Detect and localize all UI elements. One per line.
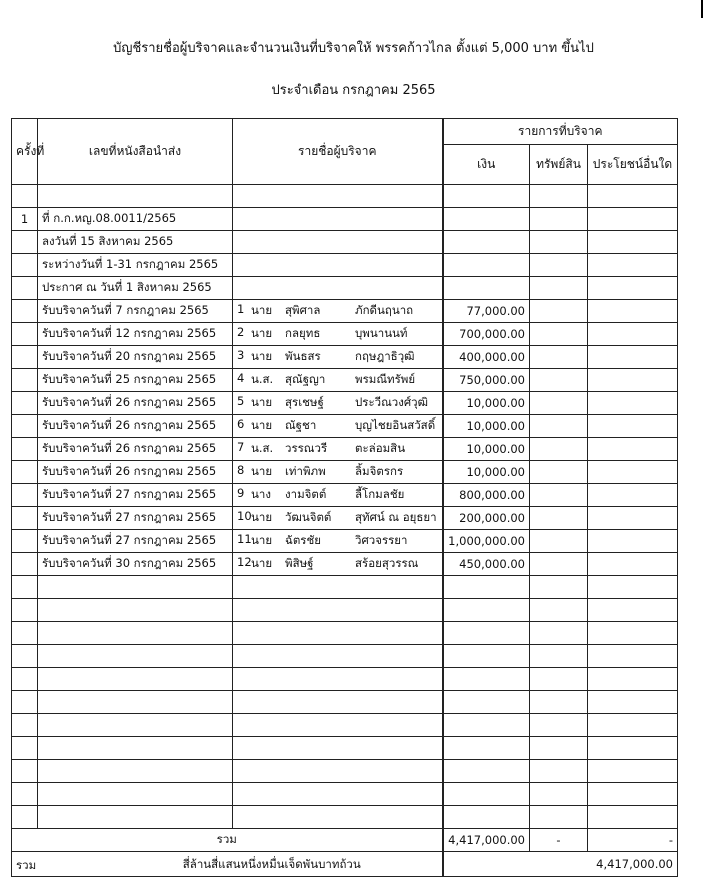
empty-cell	[233, 691, 443, 714]
received-date: รับบริจาควันที่ 27 กรกฎาคม 2565	[38, 530, 233, 553]
empty-cell	[530, 553, 588, 576]
seq-cell	[12, 438, 38, 461]
empty-cell	[38, 599, 233, 622]
donor-first-name: พิสิษฐ์	[285, 556, 314, 570]
received-date: รับบริจาควันที่ 12 กรกฎาคม 2565	[38, 323, 233, 346]
donor-title: นาย	[251, 533, 273, 547]
empty-cell	[588, 622, 678, 645]
blank-row	[12, 760, 678, 783]
donor-number: 11	[237, 532, 252, 546]
empty-cell	[233, 576, 443, 599]
info-row	[12, 231, 678, 254]
donor-first-name: ณัฐชา	[285, 418, 317, 432]
received-date: รับบริจาควันที่ 26 กรกฎาคม 2565	[38, 461, 233, 484]
empty-cell	[588, 668, 678, 691]
empty-cell	[443, 668, 530, 691]
empty-cell	[588, 691, 678, 714]
empty-cell	[588, 392, 678, 415]
empty-cell	[233, 737, 443, 760]
empty-cell	[530, 300, 588, 323]
empty-cell	[530, 484, 588, 507]
empty-cell	[38, 622, 233, 645]
empty-cell	[530, 323, 588, 346]
col-donation-group-header: รายการที่บริจาค	[443, 119, 678, 145]
empty-cell	[530, 645, 588, 668]
donor-title: นาย	[251, 556, 273, 570]
donation-amount: 10,000.00	[443, 415, 530, 438]
empty-cell	[233, 783, 443, 806]
donation-row	[12, 438, 678, 461]
empty-cell	[530, 691, 588, 714]
seq-cell	[12, 300, 38, 323]
seq-cell	[12, 507, 38, 530]
donation-row	[12, 415, 678, 438]
empty-cell	[38, 668, 233, 691]
donor-name	[237, 371, 438, 389]
empty-cell	[443, 622, 530, 645]
empty-cell	[588, 415, 678, 438]
empty-cell	[12, 691, 38, 714]
donation-amount: 77,000.00	[443, 300, 530, 323]
seq-cell	[12, 461, 38, 484]
empty-cell	[588, 484, 678, 507]
empty-cell	[588, 369, 678, 392]
empty-cell	[588, 599, 678, 622]
grand-total-words: สี่ล้านสี่แสนหนึ่งหมื่นเจ็ดพันบาทถ้วน	[182, 857, 361, 871]
total-assets: -	[530, 829, 588, 852]
donor-number: 1	[237, 302, 245, 316]
empty-cell	[530, 507, 588, 530]
donor-title: นาย	[251, 349, 273, 363]
info-line: ลงวันที่ 15 สิงหาคม 2565	[38, 231, 233, 254]
blank-row	[12, 645, 678, 668]
donor-name-cell	[233, 438, 443, 461]
donation-row	[12, 507, 678, 530]
scan-edge-mark	[701, 0, 703, 18]
donor-name	[237, 486, 438, 504]
seq-cell	[12, 254, 38, 277]
received-date: รับบริจาควันที่ 7 กรกฎาคม 2565	[38, 300, 233, 323]
info-line: ประกาศ ณ วันที่ 1 สิงหาคม 2565	[38, 277, 233, 300]
donation-amount: 200,000.00	[443, 507, 530, 530]
empty-cell	[443, 576, 530, 599]
col-assets-header: ทรัพย์สิน	[530, 145, 588, 185]
empty-cell	[233, 277, 443, 300]
donor-title: น.ส.	[251, 441, 274, 455]
donor-name	[237, 348, 438, 366]
empty-cell	[38, 806, 233, 829]
empty-cell	[12, 806, 38, 829]
donor-title: นาย	[251, 510, 273, 524]
donation-amount: 1,000,000.00	[443, 530, 530, 553]
seq-cell: 1	[12, 208, 38, 231]
donor-name	[237, 440, 438, 458]
col-donor-name-header: รายชื่อผู้บริจาค	[233, 119, 443, 185]
empty-cell	[530, 737, 588, 760]
donor-last-name: กฤษฎาธิวุฒิ	[355, 349, 415, 363]
empty-cell	[588, 576, 678, 599]
empty-cell	[12, 737, 38, 760]
empty-cell	[530, 392, 588, 415]
seq-cell	[12, 369, 38, 392]
empty-cell	[530, 369, 588, 392]
donor-name	[237, 509, 438, 527]
donation-amount: 450,000.00	[443, 553, 530, 576]
seq-cell	[12, 392, 38, 415]
empty-cell	[233, 806, 443, 829]
empty-cell	[443, 806, 530, 829]
donation-amount: 400,000.00	[443, 346, 530, 369]
donor-first-name: สุณัฐญา	[285, 372, 326, 386]
empty-cell	[38, 576, 233, 599]
received-date: รับบริจาควันที่ 30 กรกฎาคม 2565	[38, 553, 233, 576]
empty-cell	[12, 622, 38, 645]
donor-name-cell	[233, 507, 443, 530]
donor-name	[237, 555, 438, 573]
donor-last-name: ลี้โกมลชัย	[355, 487, 405, 501]
empty-cell	[530, 668, 588, 691]
seq-cell	[12, 231, 38, 254]
total-cash: 4,417,000.00	[443, 829, 530, 852]
empty-cell	[233, 668, 443, 691]
donation-row	[12, 392, 678, 415]
empty-cell	[38, 691, 233, 714]
donation-amount: 700,000.00	[443, 323, 530, 346]
grand-total-label: รวม	[16, 858, 37, 872]
received-date: รับบริจาควันที่ 25 กรกฎาคม 2565	[38, 369, 233, 392]
empty-cell	[588, 277, 678, 300]
info-line: ที่ ก.ก.หญ.08.0011/2565	[38, 208, 233, 231]
empty-cell	[38, 760, 233, 783]
empty-cell	[530, 415, 588, 438]
donor-number: 7	[237, 440, 245, 454]
seq-cell	[12, 484, 38, 507]
blank-row	[12, 783, 678, 806]
empty-cell	[588, 783, 678, 806]
blank-row	[12, 599, 678, 622]
donor-number: 6	[237, 417, 245, 431]
blank-row	[12, 668, 678, 691]
donation-row	[12, 300, 678, 323]
seq-cell	[12, 553, 38, 576]
empty-cell	[443, 760, 530, 783]
donation-row	[12, 553, 678, 576]
total-row	[12, 829, 678, 852]
donor-number: 9	[237, 486, 245, 500]
donor-title: นาง	[251, 487, 271, 501]
donation-row	[12, 369, 678, 392]
donor-number: 8	[237, 463, 245, 477]
donor-last-name: สร้อยสุวรรณ	[355, 556, 419, 570]
donation-amount: 10,000.00	[443, 461, 530, 484]
donor-first-name: สุพิศาล	[285, 303, 321, 317]
grand-total-label-cell	[12, 852, 443, 877]
empty-cell	[443, 599, 530, 622]
donor-number: 10	[237, 509, 252, 523]
empty-cell	[12, 760, 38, 783]
empty-cell	[38, 783, 233, 806]
donor-title: น.ส.	[251, 372, 274, 386]
empty-cell	[530, 530, 588, 553]
donor-first-name: ฉัตรชัย	[285, 533, 322, 547]
empty-cell	[588, 553, 678, 576]
empty-cell	[38, 645, 233, 668]
empty-cell	[233, 208, 443, 231]
donor-last-name: ตะล่อมสิน	[355, 441, 406, 455]
info-row	[12, 254, 678, 277]
empty-cell	[233, 714, 443, 737]
empty-cell	[443, 208, 530, 231]
donation-row	[12, 484, 678, 507]
total-label: รวม	[12, 829, 443, 852]
donor-name-cell	[233, 369, 443, 392]
empty-cell	[12, 668, 38, 691]
empty-cell	[38, 714, 233, 737]
donor-name-cell	[233, 392, 443, 415]
donation-amount: 800,000.00	[443, 484, 530, 507]
donor-number: 3	[237, 348, 245, 362]
empty-cell	[530, 254, 588, 277]
empty-cell	[233, 645, 443, 668]
document-period: ประจำเดือน กรกฎาคม 2565	[271, 83, 436, 98]
donor-first-name: วัฒนจิตต์	[285, 510, 332, 524]
donation-amount: 750,000.00	[443, 369, 530, 392]
empty-cell	[233, 622, 443, 645]
donor-name-cell	[233, 415, 443, 438]
empty-cell	[530, 438, 588, 461]
donor-name	[237, 417, 438, 435]
empty-cell	[12, 599, 38, 622]
empty-cell	[443, 714, 530, 737]
empty-cell	[233, 599, 443, 622]
blank-row	[12, 622, 678, 645]
seq-cell	[12, 346, 38, 369]
total-other-benefits: -	[588, 829, 678, 852]
donor-name-cell	[233, 300, 443, 323]
empty-cell	[588, 300, 678, 323]
donor-name-cell	[233, 323, 443, 346]
received-date: รับบริจาควันที่ 26 กรกฎาคม 2565	[38, 415, 233, 438]
empty-cell	[588, 438, 678, 461]
donor-title: นาย	[251, 464, 273, 478]
col-seq-header: ครั้งที่	[12, 119, 38, 185]
blank-row	[12, 737, 678, 760]
empty-cell	[588, 231, 678, 254]
empty-cell	[588, 760, 678, 783]
donor-name	[237, 394, 438, 412]
donor-last-name: ประวีณวงศ์วุฒิ	[355, 395, 428, 409]
donor-title: นาย	[251, 418, 273, 432]
col-letter-no-header: เลขที่หนังสือนำส่ง	[38, 119, 233, 185]
donation-row	[12, 461, 678, 484]
donor-name	[237, 532, 438, 550]
blank-row	[12, 691, 678, 714]
donor-number: 4	[237, 371, 245, 385]
donor-last-name: ลิ้มจิตรกร	[355, 464, 404, 478]
donor-number: 5	[237, 394, 245, 408]
empty-cell	[588, 323, 678, 346]
empty-cell	[443, 254, 530, 277]
received-date: รับบริจาควันที่ 27 กรกฎาคม 2565	[38, 484, 233, 507]
donor-first-name: เท่าพิภพ	[285, 464, 326, 478]
empty-cell	[588, 737, 678, 760]
donor-name-cell	[233, 346, 443, 369]
donor-first-name: วรรณวรี	[285, 441, 328, 455]
document-title: บัญชีรายชื่อผู้บริจาคและจำนวนเงินที่บริจาคให้ พรรคก้าวไกล ตั้งแต่ 5,000 บาท ขึ้นไป	[113, 41, 594, 56]
empty-cell	[588, 714, 678, 737]
empty-cell	[530, 231, 588, 254]
seq-cell	[12, 323, 38, 346]
received-date: รับบริจาควันที่ 26 กรกฎาคม 2565	[38, 438, 233, 461]
donor-number: 12	[237, 555, 252, 569]
donation-row	[12, 530, 678, 553]
empty-cell	[530, 783, 588, 806]
empty-cell	[530, 346, 588, 369]
empty-cell	[588, 346, 678, 369]
donor-last-name: วิศวจรรยา	[355, 533, 408, 547]
seq-cell	[12, 277, 38, 300]
donor-title: นาย	[251, 395, 273, 409]
empty-cell	[12, 645, 38, 668]
empty-cell	[12, 783, 38, 806]
empty-cell	[588, 507, 678, 530]
empty-cell	[443, 231, 530, 254]
seq-cell	[12, 415, 38, 438]
received-date: รับบริจาควันที่ 26 กรกฎาคม 2565	[38, 392, 233, 415]
grand-total-amount: 4,417,000.00	[443, 852, 678, 877]
donor-name-cell	[233, 484, 443, 507]
empty-cell	[530, 461, 588, 484]
received-date: รับบริจาควันที่ 20 กรกฎาคม 2565	[38, 346, 233, 369]
empty-cell	[443, 737, 530, 760]
blank-row	[12, 806, 678, 829]
donor-first-name: กลยุทธ	[285, 326, 321, 340]
empty-cell	[443, 691, 530, 714]
empty-cell	[443, 645, 530, 668]
blank-row	[12, 576, 678, 599]
donor-first-name: งามจิตต์	[285, 487, 327, 501]
donor-title: นาย	[251, 326, 273, 340]
empty-cell	[588, 461, 678, 484]
empty-cell	[588, 208, 678, 231]
donor-name	[237, 325, 438, 343]
grand-total-row	[12, 852, 678, 877]
donation-table	[11, 118, 678, 877]
empty-cell	[233, 231, 443, 254]
info-row	[12, 277, 678, 300]
donor-name-cell	[233, 553, 443, 576]
empty-cell	[530, 806, 588, 829]
empty-cell	[588, 645, 678, 668]
empty-cell	[530, 760, 588, 783]
col-other-benefits-header: ประโยชน์อื่นใด	[588, 145, 678, 185]
empty-cell	[530, 599, 588, 622]
seq-cell	[12, 530, 38, 553]
donor-last-name: ภักดีนฤนาถ	[355, 303, 414, 317]
blank-row	[12, 714, 678, 737]
received-date: รับบริจาควันที่ 27 กรกฎาคม 2565	[38, 507, 233, 530]
donor-last-name: บุญไชยอินสวัสดิ์	[355, 418, 436, 432]
empty-cell	[588, 530, 678, 553]
donation-row	[12, 323, 678, 346]
donor-name-cell	[233, 461, 443, 484]
donation-row	[12, 346, 678, 369]
info-line: ระหว่างวันที่ 1-31 กรกฎาคม 2565	[38, 254, 233, 277]
donor-first-name: สุรเชษฐ์	[285, 395, 324, 409]
empty-cell	[38, 737, 233, 760]
empty-cell	[588, 254, 678, 277]
donor-first-name: พันธสร	[285, 349, 321, 363]
donor-title: นาย	[251, 303, 273, 317]
donor-last-name: พรมณีทรัพย์	[355, 372, 416, 386]
empty-cell	[12, 576, 38, 599]
header-gap-row	[12, 185, 678, 208]
empty-cell	[233, 254, 443, 277]
donor-number: 2	[237, 325, 245, 339]
donation-amount: 10,000.00	[443, 438, 530, 461]
info-row	[12, 208, 678, 231]
empty-cell	[530, 208, 588, 231]
donation-amount: 10,000.00	[443, 392, 530, 415]
donor-name	[237, 463, 438, 481]
empty-cell	[530, 714, 588, 737]
donor-name-cell	[233, 530, 443, 553]
donor-name	[237, 302, 438, 320]
empty-cell	[588, 806, 678, 829]
empty-cell	[233, 760, 443, 783]
empty-cell	[443, 783, 530, 806]
empty-cell	[530, 622, 588, 645]
col-cash-header: เงิน	[443, 145, 530, 185]
empty-cell	[530, 277, 588, 300]
empty-cell	[12, 714, 38, 737]
donor-last-name: สุทัศน์ ณ อยุธยา	[355, 510, 437, 524]
empty-cell	[443, 277, 530, 300]
empty-cell	[530, 576, 588, 599]
donor-last-name: บุพนานนท์	[355, 326, 408, 340]
